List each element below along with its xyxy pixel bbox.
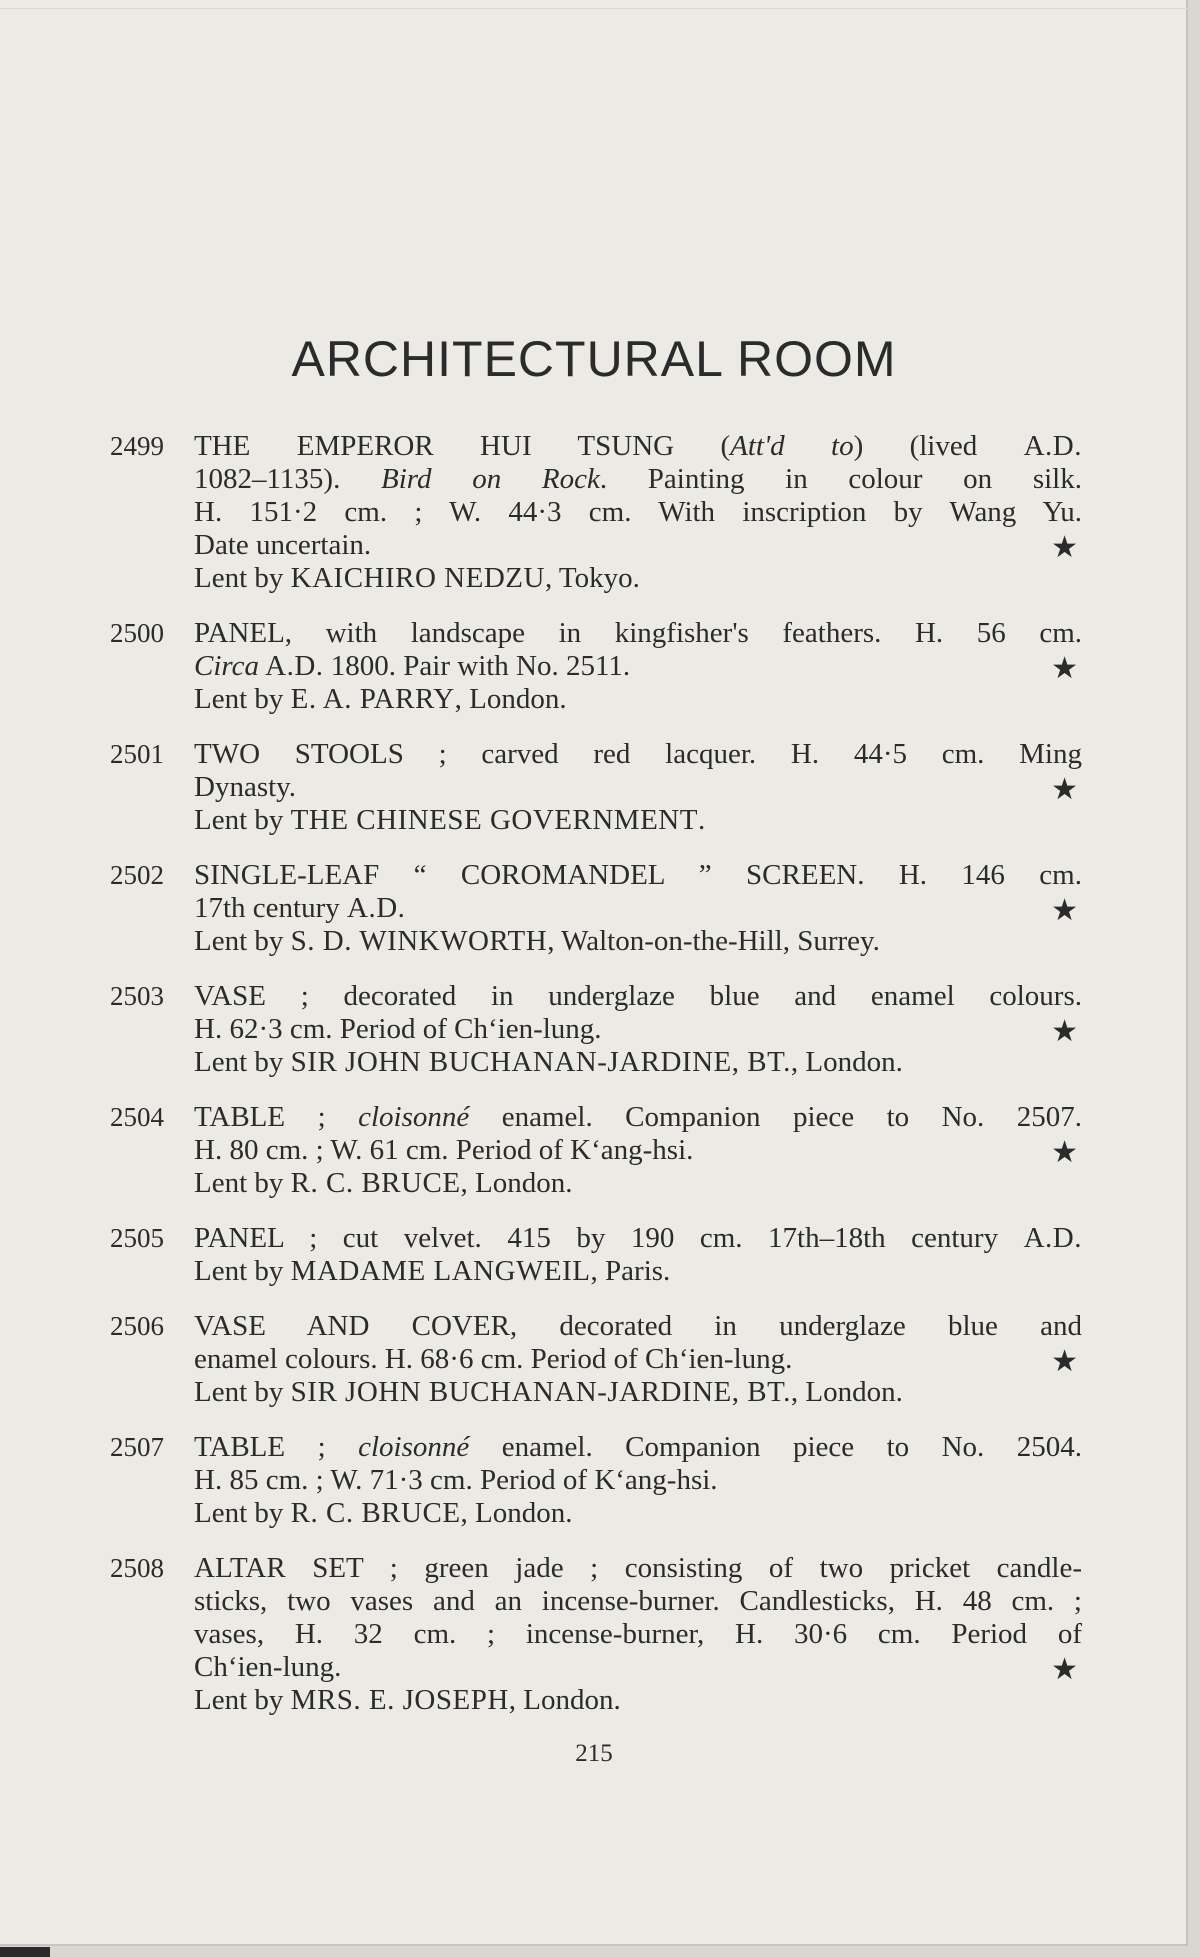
entry-line: ALTAR SET ; green jade ; consisting of two pricket candle-	[194, 1552, 1082, 1584]
entry-number: 2503	[110, 981, 164, 1011]
entry-line: PANEL, with landscape in kingfisher's feathers. H. 56 cm.	[194, 617, 1082, 649]
entry-line: H. 85 cm. ; W. 71·3 cm. Period of K‘ang-hsi.	[194, 1464, 718, 1496]
lender-line: Lent by MADAME LANGWEIL, Paris.	[194, 1255, 671, 1287]
lender-line: Lent by S. D. WINKWORTH, Walton-on-the-Hill, Surrey.	[194, 925, 880, 957]
catalogue-entry	[110, 1431, 1082, 1530]
page-edge	[0, 8, 1188, 9]
entry-line: TABLE ; cloisonné enamel. Companion piece to No. 2504.	[194, 1431, 1082, 1463]
lender-line: Lent by MRS. E. JOSEPH, London.	[194, 1684, 621, 1716]
entry-line: VASE AND COVER, decorated in underglaze blue and	[194, 1310, 1082, 1342]
star-icon: ★	[1051, 773, 1078, 804]
lender-line: Lent by R. C. BRUCE, London.	[194, 1497, 573, 1529]
lender-line: Lent by THE CHINESE GOVERNMENT.	[194, 804, 706, 836]
entry-line: VASE ; decorated in underglaze blue and enamel colours.	[194, 980, 1082, 1012]
entry-line: H. 62·3 cm. Period of Ch‘ien-lung. ★	[194, 1013, 1078, 1046]
page-number: 215	[575, 1740, 613, 1767]
entry-line: THE EMPEROR HUI TSUNG (Att'd to) (lived A.D.	[194, 430, 1082, 462]
entry-line: PANEL ; cut velvet. 415 by 190 cm. 17th–18th century A.D.	[194, 1222, 1082, 1254]
star-icon: ★	[1051, 1653, 1078, 1684]
entry-number: 2501	[110, 739, 164, 769]
catalogue-entry	[110, 617, 1082, 716]
entry-number: 2502	[110, 860, 164, 890]
lender-line: Lent by E. A. PARRY, London.	[194, 683, 567, 715]
entry-line: 1082–1135). Bird on Rock. Painting in colour on silk.	[194, 463, 1082, 495]
catalogue-entry	[110, 859, 1082, 958]
lender-line: Lent by SIR JOHN BUCHANAN-JARDINE, BT., London.	[194, 1046, 903, 1078]
star-icon: ★	[1051, 1015, 1078, 1046]
lender-line: Lent by R. C. BRUCE, London.	[194, 1167, 573, 1199]
catalogue-entry	[110, 738, 1082, 837]
entry-line: TABLE ; cloisonné enamel. Companion piece to No. 2507.	[194, 1101, 1082, 1133]
entry-number: 2507	[110, 1432, 164, 1462]
star-icon: ★	[1051, 1345, 1078, 1376]
entry-line: Dynasty. ★	[194, 771, 1078, 804]
entry-line: TWO STOOLS ; carved red lacquer. H. 44·5 cm. Ming	[194, 738, 1082, 770]
entry-line: H. 151·2 cm. ; W. 44·3 cm. With inscription by Wang Yu.	[194, 496, 1082, 528]
scan-edge	[0, 1947, 50, 1957]
entry-line: Date uncertain. ★	[194, 529, 1078, 562]
catalogue-entry	[110, 430, 1082, 595]
entry-number: 2506	[110, 1311, 164, 1341]
entry-number: 2500	[110, 618, 164, 648]
catalogue-entry	[110, 1222, 1082, 1288]
entry-line: 17th century A.D. ★	[194, 892, 1078, 925]
entry-line: H. 80 cm. ; W. 61 cm. Period of K‘ang-hsi. ★	[194, 1134, 1078, 1167]
catalogue-entry	[110, 1101, 1082, 1200]
star-icon: ★	[1051, 894, 1078, 925]
star-icon: ★	[1051, 1136, 1078, 1167]
page-title: ARCHITECTURAL ROOM	[291, 331, 897, 387]
entry-number: 2508	[110, 1553, 164, 1583]
entry-line: SINGLE-LEAF “ COROMANDEL ” SCREEN. H. 146 cm.	[194, 859, 1082, 891]
star-icon: ★	[1051, 531, 1078, 562]
entry-number: 2504	[110, 1102, 164, 1132]
entry-line: Ch‘ien-lung. ★	[194, 1651, 1078, 1684]
entry-list	[110, 430, 1082, 1739]
star-icon: ★	[1051, 652, 1078, 683]
entry-line: vases, H. 32 cm. ; incense-burner, H. 30·6 cm. Period of	[194, 1618, 1082, 1650]
catalogue-entry	[110, 1310, 1082, 1409]
entry-line: enamel colours. H. 68·6 cm. Period of Ch‘ien-lung. ★	[194, 1343, 1078, 1376]
catalogue-entry	[110, 1552, 1082, 1717]
entry-number: 2505	[110, 1223, 164, 1253]
entry-line: sticks, two vases and an incense-burner. Candlesticks, H. 48 cm. ;	[194, 1585, 1082, 1617]
entry-line: Circa A.D. 1800. Pair with No. 2511. ★	[194, 650, 1078, 683]
lender-line: Lent by SIR JOHN BUCHANAN-JARDINE, BT., London.	[194, 1376, 903, 1408]
lender-line: Lent by KAICHIRO NEDZU, Tokyo.	[194, 562, 640, 594]
catalogue-entry	[110, 980, 1082, 1079]
entry-number: 2499	[110, 431, 164, 461]
